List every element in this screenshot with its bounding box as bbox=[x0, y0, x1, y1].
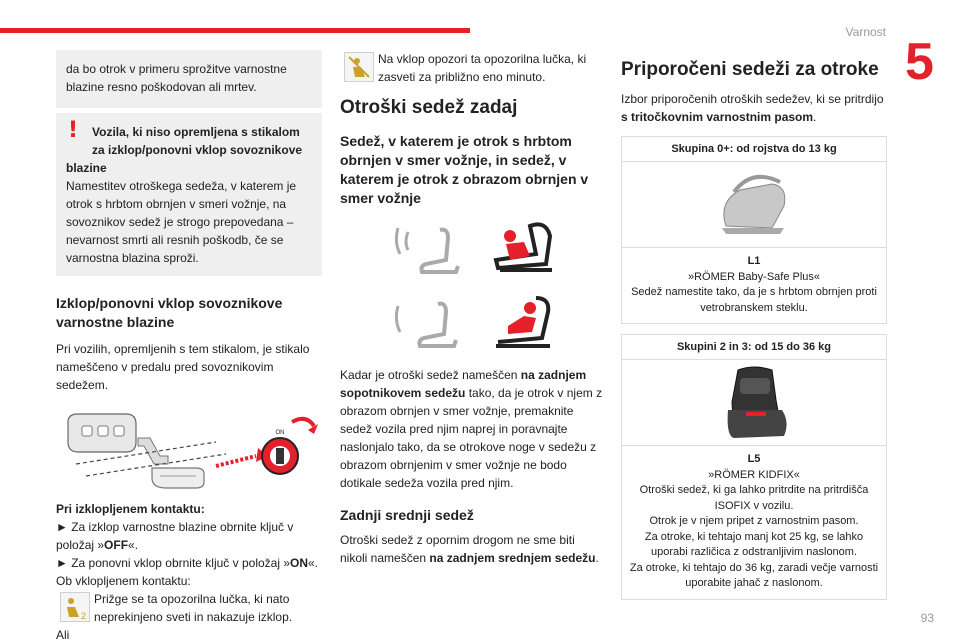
warning-title: Vozila, ki niso opremljena s stikalom za izklop/ponovni vklop sovoznikove bbox=[92, 125, 303, 157]
rearward-seat-illustration bbox=[340, 220, 605, 282]
rear-center-heading: Zadnji srednji sedež bbox=[340, 507, 474, 523]
rear-center-para: Otroški sedež z opornim drogom ne sme biti nikoli nameščen na zadnjem srednjem sedežu. bbox=[340, 533, 599, 565]
warning-box bbox=[56, 113, 322, 276]
page-number: 93 bbox=[920, 611, 934, 625]
svg-text:ON: ON bbox=[275, 430, 285, 436]
column-right bbox=[621, 50, 887, 600]
airbag-off-lamp-row bbox=[56, 590, 322, 626]
warning-body: Namestitev otroškega sedeža, v katerem je otrok s hrbtom obrnjen v smeri vožnje, na sovoznikov sedež je strogo prepovedana – nevarnost smrti ali resnih poškodb, če se varnostna blazina sproži. bbox=[66, 179, 297, 265]
or-text: Ali bbox=[56, 628, 70, 642]
child-seat-rearward-icon bbox=[496, 224, 552, 270]
section-name: Varnost bbox=[845, 25, 886, 39]
infant-carrier-icon bbox=[722, 177, 785, 234]
airbag-on-lamp-text: Na vklop opozori ta opozorilna lučka, ki zasveti za približno eno minuto. bbox=[378, 52, 587, 84]
seat-card-header: Skupini 2 in 3: od 15 do 36 kg bbox=[622, 335, 886, 360]
airbag-off-lamp-text: Prižge se ta opozorilna lučka, ki nato neprekinjeno sveti in nakazuje izklop. bbox=[94, 592, 293, 624]
intro-box bbox=[56, 50, 322, 108]
seat-card-header: Skupina 0+: od rojstva do 13 kg bbox=[622, 137, 886, 162]
seat-card-body: L5 »RÖMER KIDFIX« Otroški sedež, ki ga lahko pritrdite na pritrdišča ISOFIX v vozilu. Otrok je v njem pripet z varnostnim pasom. Za otroke, ki tehtajo manj kot 25 kg, se lahko uporabi različica z odstranljivim naslonom. Za otroke, ki tehtajo do 36 kg, zaradi večje varnosti uporabite jahač z naslonom. bbox=[629, 453, 879, 589]
recommended-seats-title: Priporočeni sedeži za otroke bbox=[621, 59, 879, 80]
bullet-on: ► Za ponovni vklop obrnite ključ v položaj »ON«. bbox=[56, 556, 319, 570]
header-accent-bar bbox=[0, 28, 470, 33]
kidfix-seat-image bbox=[622, 360, 886, 446]
booster-seat-icon bbox=[728, 367, 787, 438]
rear-seat-title: Otroški sedež zadaj bbox=[340, 97, 518, 118]
ignition-on-text: Ob vklopljenem kontaktu: bbox=[56, 574, 191, 588]
airbag-switch-para: Pri vozilih, opremljenih s tem stikalom, je stikalo nameščeno v predalu pred sovoznikovim sedežem. bbox=[56, 342, 310, 392]
key-switch-illustration bbox=[56, 404, 322, 492]
baby-safe-seat-image bbox=[622, 162, 886, 248]
seat-card-group0 bbox=[621, 136, 887, 324]
forward-seat-illustration bbox=[340, 292, 605, 354]
warning-title-cont: blazine bbox=[66, 161, 107, 175]
airbag-on-warning-lamp-icon bbox=[344, 52, 374, 82]
warning-exclamation-icon: ! bbox=[68, 118, 79, 143]
child-seat-forward-icon bbox=[496, 298, 550, 346]
chapter-number: 5 bbox=[905, 33, 934, 91]
airbag-switch-icon bbox=[262, 430, 298, 474]
rear-seat-para: Kadar je otroški sedež nameščen na zadnjem sopotnikovem sedežu tako, da je otrok v njem z obrazom obrnjen v smer vožnje, premaknite sedež vozila pred njim naprej in poravnajte naslonjalo tako, da se otrokove noge v sedežu z obrazom obrnjenim v smer vožnje ne bodo dotikale sedeža vozila pred njim. bbox=[340, 368, 603, 490]
svg-text:2: 2 bbox=[81, 611, 87, 621]
airbag-on-lamp-row bbox=[340, 50, 605, 86]
airbag-switch-heading: Izklop/ponovni vklop sovoznikove varnostne blazine bbox=[56, 295, 283, 330]
recommended-seats-intro: Izbor priporočenih otroških sedežev, ki se pritrdijo s tritočkovnim varnostnim pasom. bbox=[621, 92, 884, 124]
seat-card-body: L1 »RÖMER Baby-Safe Plus« Sedež namestite tako, da je s hrbtom obrnjen proti vetrobranskem steklu. bbox=[631, 255, 877, 314]
ignition-off-heading: Pri izklopljenem kontaktu: bbox=[56, 502, 205, 516]
column-middle bbox=[340, 50, 605, 567]
bullet-off: ► Za izklop varnostne blazine obrnite ključ v položaj »OFF«. bbox=[56, 520, 294, 552]
intro-text: da bo otrok v primeru sprožitve varnostne blazine resno poškodovan ali mrtev. bbox=[66, 62, 287, 94]
seat-card-group23 bbox=[621, 334, 887, 600]
column-left bbox=[56, 50, 322, 644]
car-key-icon bbox=[68, 414, 204, 488]
rear-seat-subtitle: Sedež, v katerem je otrok s hrbtom obrnjen v smer vožnje, in sedež, v katerem je otrok z obrazom obrnjen v smer vožnje bbox=[340, 133, 589, 206]
airbag-off-warning-lamp-icon bbox=[60, 592, 90, 622]
